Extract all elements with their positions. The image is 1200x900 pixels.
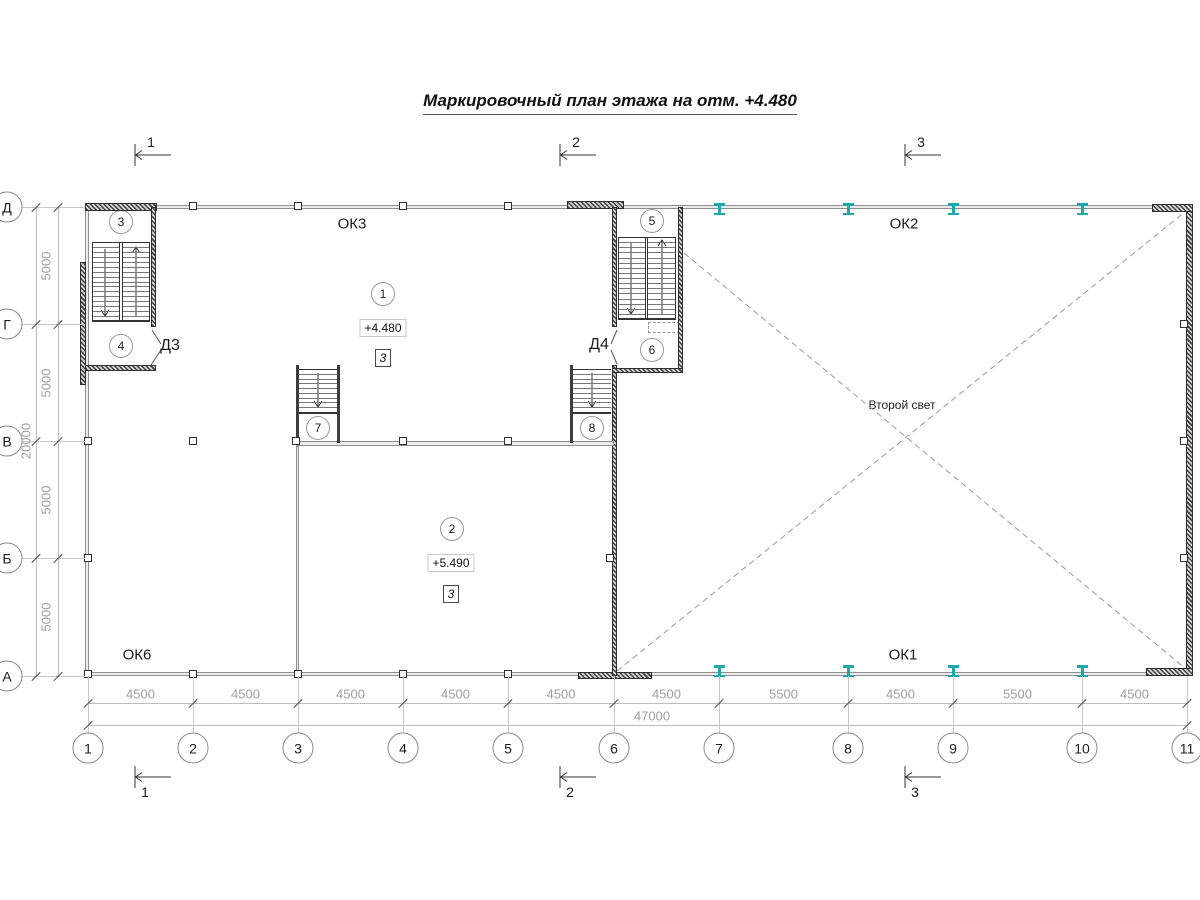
- wall: [612, 207, 617, 327]
- grid-line-stem: [22, 324, 85, 325]
- column-marker: [1180, 554, 1188, 562]
- steel-column-flange: [948, 213, 959, 216]
- stair-tread: [618, 314, 645, 315]
- grid-bubble-label: 8: [844, 740, 852, 756]
- wall: [85, 205, 1193, 209]
- stair-edge: [675, 237, 676, 320]
- position-mark-3: 3: [109, 210, 133, 234]
- column-marker: [294, 202, 302, 210]
- section-mark-label: 2: [572, 134, 580, 150]
- stair-tread: [573, 383, 611, 384]
- label-second-light: Второй свет: [868, 398, 936, 412]
- stair-tread: [573, 398, 611, 399]
- grid-bubble-column: [388, 733, 419, 764]
- section-mark-label: 3: [917, 134, 925, 150]
- grid-bubble-label: 5: [504, 740, 512, 756]
- steel-column-flange: [718, 206, 721, 213]
- grid-bubble-label: 7: [715, 740, 723, 756]
- grid-bubble-label: Д: [2, 199, 12, 215]
- stair-tread: [573, 393, 611, 394]
- void-cross-lines: [617, 211, 1186, 671]
- dimension-label: 4500: [1120, 686, 1149, 702]
- label-door-d4: Д4: [589, 336, 609, 353]
- grid-line-stem: [193, 676, 194, 733]
- wall: [1152, 204, 1193, 212]
- stair-tread: [299, 374, 337, 375]
- grid-line-stem: [1082, 676, 1083, 733]
- position-mark-5: 5: [640, 209, 664, 233]
- grid-line-stem: [22, 676, 85, 677]
- position-mark-6: 6: [640, 338, 664, 362]
- stair-edge: [645, 237, 646, 320]
- stair-tread: [122, 286, 150, 287]
- stair-tread: [573, 374, 611, 375]
- stair-tread: [299, 383, 337, 384]
- stair-tread: [122, 291, 150, 292]
- grid-bubble-label: 9: [949, 740, 957, 756]
- dimension-label: 4500: [652, 686, 681, 702]
- stair-tread: [92, 311, 119, 312]
- dim-chain-line: [88, 703, 1188, 704]
- column-marker: [84, 437, 92, 445]
- stair-tread: [618, 288, 645, 289]
- grid-line-stem: [953, 676, 954, 733]
- stair-edge: [92, 242, 93, 322]
- dimension-label: 5000: [38, 368, 54, 397]
- stair-tread: [618, 309, 645, 310]
- column-marker: [189, 202, 197, 210]
- stair-tread: [92, 257, 119, 258]
- steel-column-icon: [948, 203, 959, 215]
- dim-total-line: [88, 725, 1188, 726]
- stair-tread: [618, 304, 645, 305]
- steel-column-flange: [952, 206, 955, 213]
- position-mark-7: 7: [306, 416, 330, 440]
- grid-bubble-column: [704, 733, 735, 764]
- room2-number: 2: [448, 522, 456, 536]
- steel-column-flange: [952, 668, 955, 675]
- stair-edge: [299, 369, 337, 370]
- dimension-label: 5000: [38, 485, 54, 514]
- grid-bubble-column: [1067, 733, 1098, 764]
- stair-tread: [299, 398, 337, 399]
- wall: [151, 207, 156, 327]
- stair-tread: [92, 282, 119, 283]
- stair-tread: [648, 299, 676, 300]
- column-marker: [189, 437, 197, 445]
- stair-tread: [648, 304, 676, 305]
- stair-edge: [618, 237, 619, 320]
- stair-tread: [648, 273, 676, 274]
- label-ok1: ОК1: [888, 646, 918, 664]
- room1-elevation-box: +4.480: [359, 319, 406, 337]
- steel-column-flange: [1077, 213, 1088, 216]
- wall: [296, 446, 299, 672]
- section-mark-label: 1: [147, 134, 155, 150]
- dimension-label: 4500: [441, 686, 470, 702]
- grid-bubble-label: 4: [399, 740, 407, 756]
- label-ok3: ОК3: [337, 215, 367, 233]
- dimension-label: 4500: [336, 686, 365, 702]
- column-marker: [399, 437, 407, 445]
- stair-tread: [92, 296, 119, 297]
- stair-tread: [618, 263, 645, 264]
- grid-bubble-label: 10: [1074, 740, 1090, 756]
- steel-column-flange: [847, 668, 850, 675]
- stair-tread: [122, 262, 150, 263]
- steel-column-icon: [714, 203, 725, 215]
- stair-tread: [92, 291, 119, 292]
- stair-edge: [647, 237, 648, 320]
- wall: [678, 207, 683, 371]
- stair-tread: [92, 316, 119, 317]
- steel-column-flange: [714, 213, 725, 216]
- stair-tread: [618, 278, 645, 279]
- grid-bubble-label: А: [2, 668, 12, 684]
- column-marker: [1180, 437, 1188, 445]
- dimension-label: 5500: [769, 686, 798, 702]
- grid-bubble-label: 2: [189, 740, 197, 756]
- stair-tread: [618, 252, 645, 253]
- dimension-label: 4500: [546, 686, 576, 702]
- stair-edge: [122, 242, 123, 322]
- dimension-label: 5000: [38, 251, 54, 280]
- stair-tread: [648, 242, 676, 243]
- stair-tread: [122, 257, 150, 258]
- steel-column-flange: [847, 206, 850, 213]
- room1-type-mark-box: 3: [375, 349, 391, 367]
- label-ok6: ОК6: [122, 646, 152, 664]
- grid-bubble-label: 11: [1179, 740, 1195, 756]
- stair-tread: [648, 314, 676, 315]
- stair-tread: [648, 258, 676, 259]
- stair-tread: [299, 379, 337, 380]
- column-marker: [84, 554, 92, 562]
- wall: [1146, 668, 1193, 676]
- stair-tread: [618, 247, 645, 248]
- label-door-d3: Д3: [160, 337, 180, 354]
- door-leader-lines: [151, 330, 617, 365]
- drawing-title: Маркировочный план этажа на отм. +4.480: [423, 91, 797, 115]
- stair-tread: [92, 286, 119, 287]
- room2-type-mark-box: 3: [443, 585, 459, 603]
- stair-tread: [122, 296, 150, 297]
- dimension-label: 5500: [1003, 686, 1032, 702]
- dimension-label: 5000: [38, 602, 54, 632]
- grid-line-stem: [614, 676, 615, 733]
- wall: [570, 365, 573, 443]
- stair-tread: [92, 272, 119, 273]
- stair-tread: [92, 267, 119, 268]
- stair-tread: [122, 247, 150, 248]
- stair-edge: [92, 242, 150, 243]
- column-marker: [1180, 320, 1188, 328]
- stair-tread: [618, 273, 645, 274]
- stair-tread: [122, 272, 150, 273]
- stair-edge: [92, 320, 150, 322]
- wall: [612, 368, 683, 373]
- stair-tread: [618, 242, 645, 243]
- stair-tread: [92, 252, 119, 253]
- stair-tread: [648, 293, 676, 294]
- steel-column-flange: [843, 213, 854, 216]
- stair-tread: [618, 293, 645, 294]
- column-marker: [292, 437, 300, 445]
- steel-column-icon: [1077, 203, 1088, 215]
- stair-tread: [573, 407, 611, 408]
- stair-edge: [119, 242, 120, 322]
- grid-line-stem: [508, 676, 509, 733]
- room1-number: 1: [379, 287, 387, 301]
- stair-direction-arrows: [101, 240, 666, 407]
- dimension-total-label: 47000: [633, 708, 671, 724]
- stair-tread: [122, 311, 150, 312]
- steel-column-flange: [1081, 206, 1084, 213]
- grid-bubble-label: Г: [3, 316, 11, 332]
- grid-bubble-column: [178, 733, 209, 764]
- stair-tread: [648, 278, 676, 279]
- stair-tread: [648, 283, 676, 284]
- stair-tread: [648, 268, 676, 269]
- stair-tread: [92, 247, 119, 248]
- grid-bubble-column: [938, 733, 969, 764]
- grid-line-stem: [403, 676, 404, 733]
- grid-bubble-column: [833, 733, 864, 764]
- stair-tread: [299, 393, 337, 394]
- stair-tread: [92, 262, 119, 263]
- stair-tread: [648, 252, 676, 253]
- column-marker: [504, 437, 512, 445]
- stair-tread: [648, 309, 676, 310]
- steel-column-flange: [1081, 668, 1084, 675]
- grid-line-stem: [298, 676, 299, 733]
- room2-elevation-box: +5.490: [427, 554, 474, 572]
- stair-tread: [573, 402, 611, 403]
- stair-tread: [299, 402, 337, 403]
- grid-bubble-label: Б: [2, 550, 12, 566]
- wall: [85, 365, 156, 371]
- stair-tread: [122, 282, 150, 283]
- grid-bubble-label: 1: [84, 740, 92, 756]
- wall: [612, 365, 617, 676]
- stair-tread: [122, 252, 150, 253]
- grid-bubble-column: [493, 733, 524, 764]
- section-mark-label: 2: [566, 784, 574, 800]
- section-mark-label: 3: [911, 784, 919, 800]
- section-mark-label: 1: [141, 784, 149, 800]
- steel-column-flange: [718, 668, 721, 675]
- stair-tread: [618, 268, 645, 269]
- stair-tread: [648, 247, 676, 248]
- grid-bubble-column: [599, 733, 630, 764]
- stair-tread: [299, 388, 337, 389]
- steel-column-icon: [843, 203, 854, 215]
- stair-tread: [122, 306, 150, 307]
- stair-edge: [573, 369, 611, 370]
- column-marker: [399, 202, 407, 210]
- wall: [337, 365, 340, 443]
- stair-tread: [648, 263, 676, 264]
- grid-bubble-label: В: [2, 433, 12, 449]
- grid-bubble-column: [1172, 733, 1200, 764]
- position-mark-4: 4: [109, 334, 133, 358]
- dimension-label: 4500: [886, 686, 915, 702]
- wall: [296, 441, 614, 446]
- dimension-label: 4500: [231, 686, 260, 702]
- grid-bubble-label: 6: [610, 740, 618, 756]
- dimension-label: 4500: [126, 686, 155, 702]
- stair-tread: [122, 301, 150, 302]
- wall: [296, 365, 299, 443]
- stair-tread: [92, 301, 119, 302]
- stair-tread: [618, 283, 645, 284]
- stair-tread: [573, 379, 611, 380]
- stair-edge: [573, 412, 611, 414]
- stair-edge: [299, 412, 337, 414]
- grid-line-stem: [22, 558, 85, 559]
- grid-line-stem: [22, 207, 85, 208]
- position-mark-8: 8: [580, 416, 604, 440]
- grid-line-stem: [848, 676, 849, 733]
- label-ok2: ОК2: [889, 215, 919, 233]
- stair-tread: [92, 306, 119, 307]
- dimension-total-label: 20000: [18, 422, 34, 460]
- stair-tread: [122, 277, 150, 278]
- stair-tread: [122, 316, 150, 317]
- column-marker: [504, 202, 512, 210]
- stair-tread: [648, 288, 676, 289]
- stair-tread: [299, 407, 337, 408]
- stair-tread: [618, 258, 645, 259]
- stair-tread: [573, 388, 611, 389]
- grid-line-stem: [719, 676, 720, 733]
- stair-tread: [122, 267, 150, 268]
- grid-bubble-column: [73, 733, 104, 764]
- grid-bubble-column: [283, 733, 314, 764]
- stair-edge: [149, 242, 150, 322]
- stair-tread: [92, 277, 119, 278]
- wall: [85, 203, 157, 211]
- stair-tread: [618, 299, 645, 300]
- grid-bubble-label: 3: [294, 740, 302, 756]
- column-marker: [606, 554, 614, 562]
